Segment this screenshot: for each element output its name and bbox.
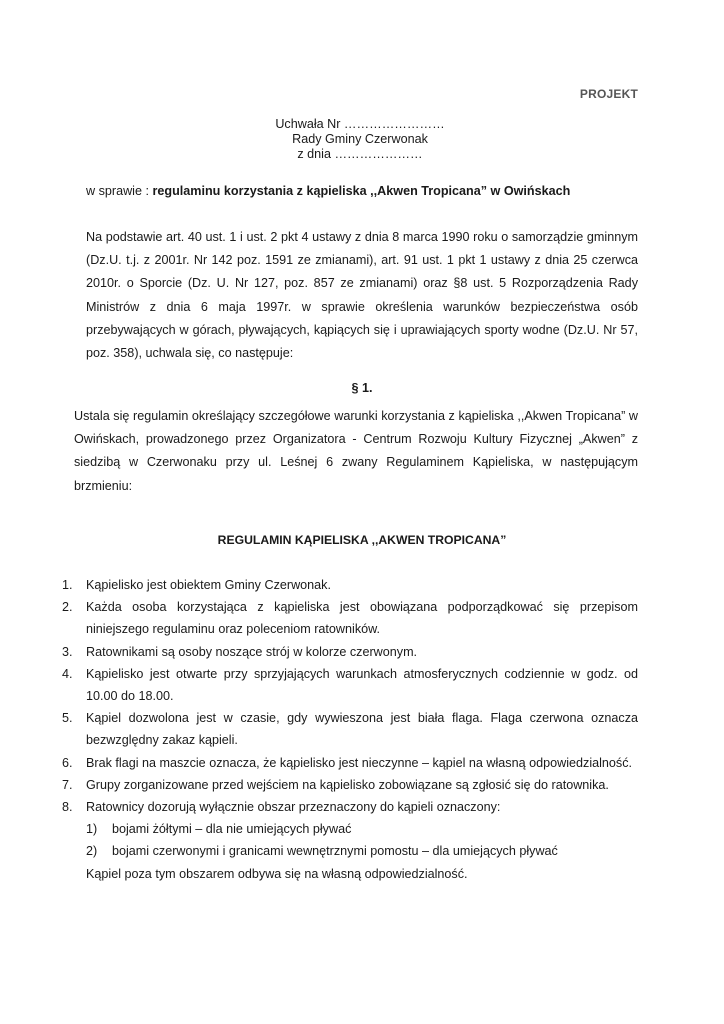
list-text: Ratownicy dozorują wyłącznie obszar przeznaczony do kąpieli oznaczony: (86, 800, 501, 815)
sublist-text: bojami czerwonymi i granicami wewnętrznymi pomostu – dla umiejących pływać (112, 844, 558, 859)
list-item (62, 752, 638, 774)
regulation-list (62, 574, 638, 885)
resolution-date: z dnia ………………… (297, 147, 423, 161)
list-item (62, 774, 638, 796)
legal-basis-paragraph: Na podstawie art. 40 ust. 1 i ust. 2 pkt 4 ustawy z dnia 8 marca 1990 roku o samorządzie gminnym (Dz.U. t.j. z 2001r. Nr 142 poz. 1591 ze zmianami), art. 91 ust. 1 pkt 1 ustawy z dnia 25 czerwca 2010r. o Sporcie (Dz. U. Nr 127, poz. 857 ze zmianami) oraz §8 ust. 5 Rozporządzenia Rady Ministrów z dnia 6 maja 1997r. w sprawie określenia warunków bezpieczeństwa osób przebywających w górach, pływających, kąpiących się i uprawiających sporty wodne (Dz.U. Nr 57, poz. 358), uchwala się, co następuje: (86, 230, 638, 361)
list-item (62, 796, 638, 885)
subject-line (86, 184, 570, 198)
list-number: 4. (62, 666, 73, 681)
list-text: Kąpielisko jest obiektem Gminy Czerwonak. (86, 578, 331, 592)
list-number: 5. (62, 711, 73, 726)
list-item (62, 641, 638, 663)
sublist-item (86, 818, 638, 840)
list-number: 2. (62, 600, 73, 615)
sublist (86, 818, 638, 862)
list-text: Kąpiel dozwolona jest w czasie, gdy wywieszona jest biała flaga. Flaga czerwona oznacza bezwzględny zakaz kąpieli. (86, 711, 638, 748)
resolution-header (200, 117, 520, 162)
list-text: Każda osoba korzystająca z kąpieliska jest obowiązana podporządkować się przepisom niniejszego regulaminu oraz poleceniom ratowników. (86, 600, 638, 637)
list-item (62, 574, 638, 596)
sublist-number: 2) (86, 844, 98, 859)
council-name: Rady Gminy Czerwonak (292, 132, 428, 146)
list-number: 8. (62, 800, 73, 815)
list-note: Kąpiel poza tym obszarem odbywa się na własną odpowiedzialność. (86, 866, 468, 881)
list-item (62, 596, 638, 640)
list-number: 6. (62, 755, 73, 770)
list-number: 1. (62, 578, 73, 592)
regulation-title: REGULAMIN KĄPIELISKA ,,AKWEN TROPICANA” (217, 533, 507, 547)
sublist-number: 1) (86, 822, 98, 837)
subject-prefix: w sprawie : (86, 184, 153, 198)
list-item (62, 707, 638, 751)
section-heading: § 1. (351, 381, 373, 395)
sublist-item (86, 840, 638, 862)
list-item (62, 663, 638, 707)
subject-title: regulaminu korzystania z kąpieliska ,,Akwen Tropicana” w Owińskach (152, 184, 571, 198)
list-number: 3. (62, 644, 73, 659)
status-label: PROJEKT (579, 87, 638, 101)
list-text: Kąpielisko jest otwarte przy sprzyjających warunkach atmosferycznych codziennie w godz. od 10.00 do 18.00. (86, 666, 638, 704)
list-text: Grupy zorganizowane przed wejściem na kąpielisko zobowiązane są zgłosić się do ratownika. (86, 777, 609, 792)
resolution-number: Uchwała Nr …………………… (275, 117, 445, 131)
list-text: Brak flagi na maszcie oznacza, że kąpielisko jest nieczynne – kąpiel na własną odpowiedzialność. (86, 755, 633, 770)
list-text: Ratownikami są osoby noszące strój w kolorze czerwonym. (86, 644, 418, 659)
section-text: Ustala się regulamin określający szczegółowe warunki korzystania z kąpieliska ,,Akwen Tropicana” w Owińskach, prowadzonego przez Organizatora - Centrum Rozwoju Kultury Fizycznej „Akwen” z siedzibą w Czerwonaku przy ul. Leśnej 6 zwany Regulaminem Kąpieliska, w następującym brzmieniu: (74, 409, 638, 493)
sublist-text: bojami żółtymi – dla nie umiejących pływać (112, 822, 352, 837)
list-number: 7. (62, 777, 73, 792)
